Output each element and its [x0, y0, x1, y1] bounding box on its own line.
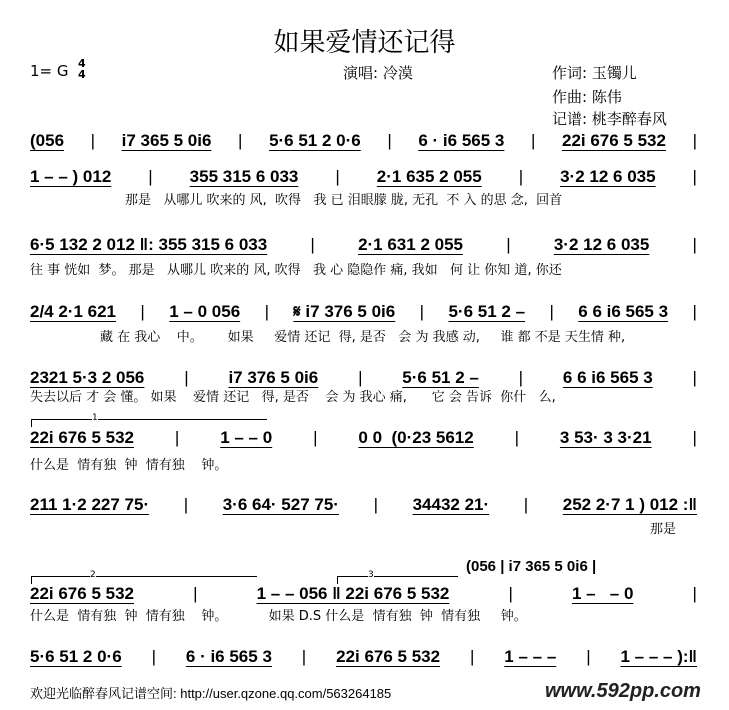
- bar-line: |: [692, 235, 697, 254]
- volta-3: [337, 570, 458, 584]
- lyricist: 作词: 玉镯儿: [552, 64, 637, 82]
- bar-line: |: [692, 584, 697, 603]
- measure: 22i 676 5 532: [30, 584, 134, 603]
- bar-line: |: [358, 368, 363, 387]
- bar-line: |: [518, 368, 524, 387]
- volta-3-label: 3: [368, 570, 374, 580]
- singer: 演唱: 冷漠: [343, 64, 413, 82]
- notation-row: [30, 167, 697, 187]
- measure: 2·1 631 2 055: [358, 235, 463, 254]
- measure: 0 0 (0·23 5612: [358, 428, 474, 447]
- bar-line: |: [148, 167, 153, 186]
- measure: 5·6 51 2 0·6: [269, 131, 361, 150]
- measure: 1 – – – ):‖: [620, 647, 697, 666]
- measure: 22i 676 5 532: [336, 647, 441, 666]
- measure: 𝄋 i7 376 5 0i6: [293, 302, 396, 321]
- bar-line: |: [549, 302, 554, 321]
- notation-row: [30, 428, 697, 448]
- lyrics-line: 往 事 恍如 梦。 那是 从哪儿 吹来的 风, 吹得 我 心 隐隐作 痛, 我如 何 让 你知 道, 你还: [30, 263, 562, 278]
- bar-line: |: [373, 495, 378, 514]
- bar-line: |: [518, 167, 524, 186]
- measure: i7 376 5 0i6: [228, 368, 319, 387]
- volta-2: [31, 570, 257, 584]
- measure: 1 – – 0: [572, 584, 634, 603]
- measure: 1 – 0 056: [169, 302, 241, 321]
- measure: 6 · i6 565 3: [418, 131, 505, 150]
- lyrics-line: 失去以后 才 会 懂。 如果 爱情 还记 得, 是否 会 为 我心 痛, 它 会 告诉 你什 么,: [30, 390, 556, 405]
- notation-row: [30, 235, 697, 255]
- lyrics-line: 那是 从哪儿 吹来的 风, 吹得 我 已 泪眼朦 胧, 无孔 不 入 的思 念, 回首: [125, 193, 563, 208]
- composer: 作曲: 陈伟: [552, 88, 622, 106]
- bar-line: |: [586, 647, 591, 666]
- bar-line: |: [387, 131, 392, 150]
- time-signature: [78, 58, 86, 80]
- measure: 6 6 i6 565 3: [578, 302, 669, 321]
- bar-line: |: [310, 235, 315, 254]
- measure: 3 53· 3 3·21: [559, 428, 652, 447]
- measure: 6·5 132 2 012 ‖: 355 315 6 033: [30, 235, 268, 254]
- site-watermark: www.592pp.com: [545, 680, 701, 702]
- bar-line: |: [530, 131, 536, 150]
- bar-line: |: [193, 584, 198, 603]
- lyrics-line: 什么是 情有独 钟 情有独 钟。 如果 D.S 什么是 情有独 钟 情有独 钟。: [30, 609, 527, 624]
- measure: 1 – – 0: [220, 428, 273, 447]
- bar-line: |: [335, 167, 340, 186]
- measure: 252 2·7 1 ) 012 :‖: [562, 495, 697, 514]
- time-bottom: 4: [78, 68, 86, 81]
- bar-line: |: [508, 584, 513, 603]
- measure: 1 – – 056 ‖ 22i 676 5 532: [256, 584, 450, 603]
- bar-line: |: [184, 368, 189, 387]
- bar-line: |: [506, 235, 511, 254]
- volta-2-label: 2: [90, 570, 96, 580]
- bar-line: |: [514, 428, 520, 447]
- measure: 5·6 51 2 –: [402, 368, 479, 387]
- lyrics-line: 什么是 情有独 钟 情有独 钟。: [30, 458, 228, 473]
- measure: 2/4 2·1 621: [30, 302, 117, 321]
- bar-line: |: [301, 647, 307, 666]
- notation-row: [30, 647, 697, 667]
- measure: 5·6 51 2 –: [448, 302, 526, 321]
- measure: 22i 676 5 532: [30, 428, 134, 447]
- bar-line: |: [90, 131, 96, 150]
- measure: 34432 21·: [412, 495, 490, 514]
- bar-line: |: [174, 428, 180, 447]
- bar-line: |: [523, 495, 529, 514]
- lyrics-line: 那是: [650, 522, 677, 537]
- notation-row: [30, 584, 697, 604]
- notation-row: [30, 131, 697, 151]
- bar-line: |: [313, 428, 318, 447]
- bar-line: |: [692, 428, 697, 447]
- measure: 1 – – –: [504, 647, 557, 666]
- measure: 6 6 i6 565 3: [562, 368, 653, 387]
- footer-credit: 欢迎光临醉春风记谱空间: http://user.qzone.qq.com/563264185: [30, 686, 392, 701]
- measure: (056: [30, 131, 65, 150]
- measure: 1 – – ) 012: [30, 167, 112, 186]
- bar-line: |: [140, 302, 145, 321]
- transcriber: 记谱: 桃李醉春风: [552, 110, 667, 128]
- measure: 22i 676 5 532: [561, 131, 666, 150]
- time-top: 4: [78, 57, 86, 70]
- interlude-line: (056 | i7 365 5 0i6 |: [466, 558, 597, 575]
- song-title: 如果爱情还记得: [273, 28, 456, 58]
- notation-row: [30, 495, 697, 515]
- volta-1: [31, 413, 267, 427]
- notation-row: [30, 368, 697, 388]
- lyrics-line: 藏 在 我心 中。 如果 爱情 还记 得, 是否 会 为 我感 动, 谁 都 不是 天生情 种,: [100, 330, 626, 345]
- key-signature: 1= G: [30, 62, 69, 80]
- bar-line: |: [692, 167, 697, 186]
- bar-line: |: [692, 131, 697, 150]
- measure: 5·6 51 2 0·6: [30, 647, 122, 666]
- measure: 3·2 12 6 035: [560, 167, 656, 186]
- bar-line: |: [183, 495, 189, 514]
- measure: 3·2 12 6 035: [553, 235, 650, 254]
- measure: 2321 5·3 2 056: [30, 368, 145, 387]
- bar-line: |: [469, 647, 475, 666]
- volta-1-label: 1: [92, 413, 98, 423]
- measure: 211 1·2 227 75·: [30, 495, 150, 514]
- bar-line: |: [692, 302, 697, 321]
- measure: 6 · i6 565 3: [185, 647, 272, 666]
- notation-row: [30, 302, 697, 322]
- bar-line: |: [151, 647, 156, 666]
- measure: 2·1 635 2 055: [376, 167, 482, 186]
- bar-line: |: [419, 302, 425, 321]
- bar-line: |: [238, 131, 243, 150]
- measure: i7 365 5 0i6: [121, 131, 212, 150]
- measure: 355 315 6 033: [189, 167, 299, 186]
- measure: 3·6 64· 527 75·: [222, 495, 339, 514]
- bar-line: |: [264, 302, 269, 321]
- bar-line: |: [692, 368, 697, 387]
